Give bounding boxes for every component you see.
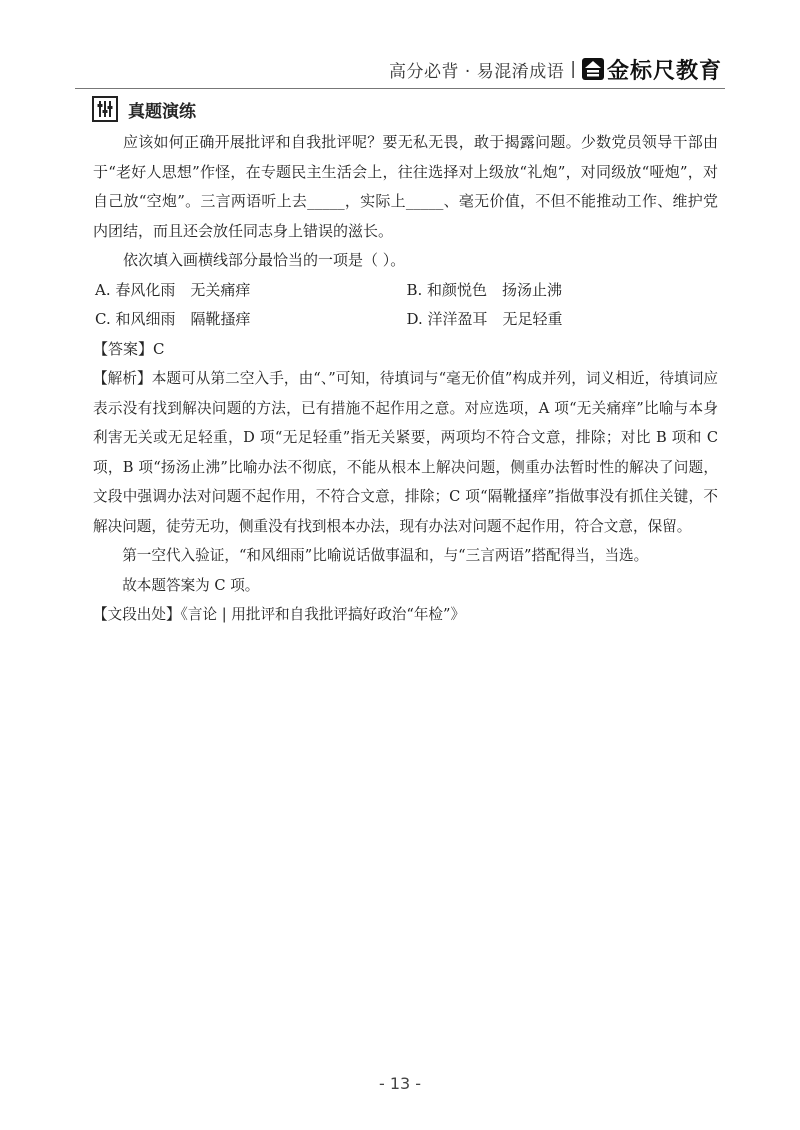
question-content — [93, 128, 718, 630]
analysis-text: 本题可从第二空入手，由“、”可知，待填词与“毫无价值”构成并列，词义相近，待填词应表示没有找到解决问题的方法，已有措施不起作用之意。对应选项，A 项“无关痛痒”比喻与本身利害无关或无足轻重，D 项“无足轻重”指无关紧要，两项均不符合文意，排除；对比 B 项和 C 项，B 项“扬汤止沸”比喻办法不彻底，不能从根本上解决问题，侧重办法暂时性的解决了问题，文段中强调办法对问题不起作用，不符合文意，排除；C 项“隔靴搔痒”指做事没有抓住关键，不解决问题，徒劳无功，侧重没有找到根本办法，现有办法对问题不起作用，符合文意，保留。 — [93, 370, 718, 535]
source-line — [93, 600, 718, 630]
option-a: A. 春风化雨 无关痛痒 — [95, 280, 251, 299]
analysis-verify: 第一空代入验证，“和风细雨”比喻说话做事温和，与“三言两语”搭配得当，当选。 — [122, 547, 649, 564]
answer-line — [93, 335, 718, 365]
section-heading — [92, 96, 196, 122]
analysis-label: 【解析】 — [93, 370, 152, 387]
section-title: 真题演练 — [128, 101, 196, 122]
brand-name: 金标尺教育 — [606, 58, 722, 84]
question-passage: 应该如何正确开展批评和自我批评呢？要无私无畏，敢于揭露问题。少数党员领导干部由于“老好人思想”作怪，在专题民主生活会上，往往选择对上级放“礼炮”，对同级放“哑炮”，对自己放“空炮”。三言两语听上去_____，实际上_____、毫无价值，不但不能推动工作、维护党内团结，而且还会放任同志身上错误的滋长。 — [93, 133, 718, 240]
answer-options — [95, 276, 718, 335]
option-c: C. 和风细雨 隔靴搔痒 — [95, 310, 251, 328]
equalizer-icon — [92, 96, 118, 122]
page-header — [389, 52, 722, 86]
answer-value: C — [153, 339, 165, 358]
brand-logo-icon — [582, 58, 604, 80]
analysis-paragraph — [93, 364, 718, 541]
header-subtitle: 高分必背 · 易混淆成语 — [389, 61, 565, 82]
answer-label: 【答案】 — [93, 339, 154, 358]
page-number: - 13 - — [378, 1074, 422, 1093]
option-d: D. 洋洋盈耳 无足轻重 — [406, 310, 563, 328]
question-prompt: 依次填入画横线部分最恰当的一项是（ ）。 — [123, 251, 406, 269]
option-b: B. 和颜悦色 扬汤止沸 — [406, 280, 563, 299]
source-label: 【文段出处】 — [93, 606, 181, 623]
header-separator: | — [570, 59, 576, 79]
header-divider — [75, 88, 725, 89]
brand-logo-group — [582, 54, 722, 85]
analysis-conclusion: 故本题答案为 C 项。 — [122, 576, 260, 594]
source-text: 《言论 | 用批评和自我批评搞好政治“年检”》 — [180, 606, 466, 623]
